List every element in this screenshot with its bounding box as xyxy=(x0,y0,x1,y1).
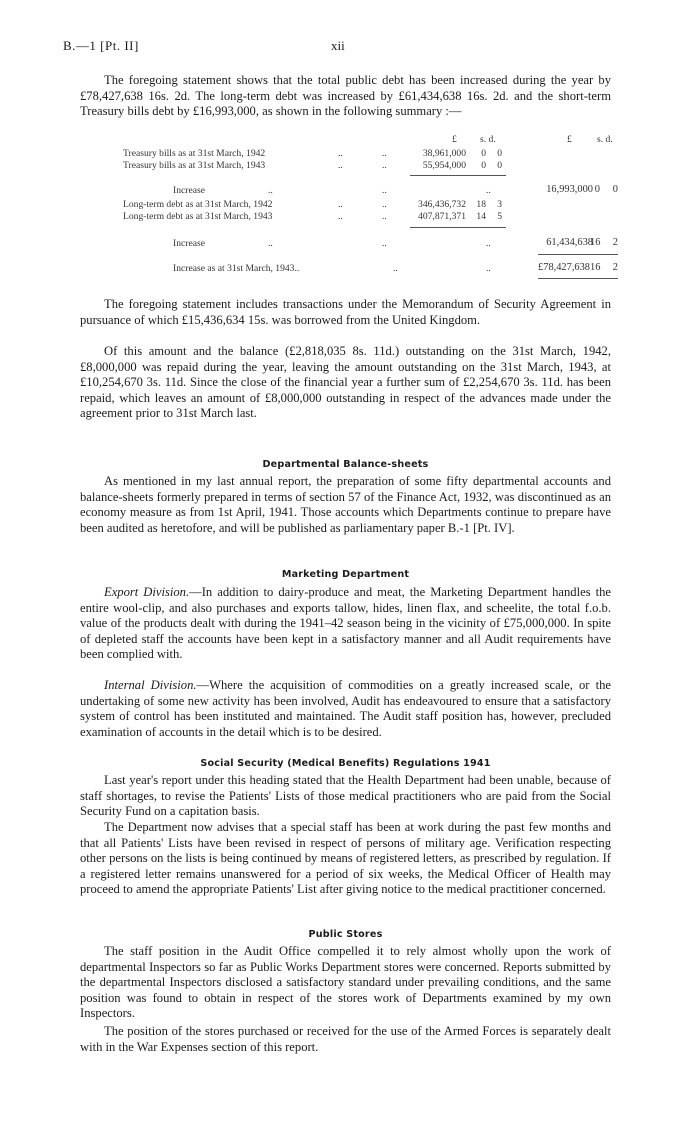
leader-dots: .. xyxy=(338,160,343,171)
leader-dots: .. xyxy=(486,263,491,274)
social-security-paragraph-1: Last year's report under this heading stated that the Health Department had been unable, because of staff shortages, to revise the Patients' Lists of those medical practitioners who are paid from the Social Security Fund on a capitation basis. xyxy=(80,773,611,819)
leader-dots: .. xyxy=(486,238,491,249)
summary-row-total-shillings: 16 xyxy=(590,237,601,248)
leader-dots: .. xyxy=(486,185,491,196)
summary-row-amount: 407,871,371 xyxy=(418,211,466,222)
internal-division-label: Internal Division. xyxy=(104,678,197,692)
col-head-pounds-1: £ xyxy=(452,134,457,145)
export-division-label: Export Division. xyxy=(104,585,190,599)
summary-grand-total: £78,427,638 xyxy=(538,262,590,273)
public-stores-paragraph-1: The staff position in the Audit Office compelled it to rely almost wholly upon the work of departmental Inspectors so far as Public Works Department stores were concerned. Reports submitted by the departmental Inspectors disclosed a satisfactory standard under prevailing conditions, and the same position was found to obtain in respect of the stores work of Departments examined by my own Inspectors. xyxy=(80,944,611,1021)
repayment-paragraph: Of this amount and the balance (£2,818,035 8s. 11d.) outstanding on the 31st March, 1942, £8,000,000 was repaid during the year, leaving the amount outstanding on the 31st March, 1943, at £10,254,670 3s. 11d. Since the close of the financial year a further sum of £2,254,670 3s. 11d. has been repaid, which leaves an amount of £8,000,000 outstanding in respect of the advances made under the agreement prior to 31st March last. xyxy=(80,344,611,421)
summary-row-amount: 38,961,000 xyxy=(422,148,466,159)
summary-row-total-shillings: 16 xyxy=(590,262,601,273)
summary-row-pence: 5 xyxy=(497,211,502,222)
summary-row-total-shillings: 0 xyxy=(594,184,600,195)
subtotal-rule xyxy=(410,227,506,228)
leader-dots: .. xyxy=(382,160,387,171)
summary-row-label: Increase as at 31st March, 1943.. xyxy=(173,263,300,274)
leader-dots: .. xyxy=(268,238,273,249)
summary-row-total: 61,434,638 xyxy=(546,237,593,248)
public-stores-paragraph-2: The position of the stores purchased or received for the use of the Armed Forces is separately dealt with in the War Expenses section of this report. xyxy=(80,1024,611,1054)
leader-dots: .. xyxy=(382,185,387,196)
summary-row-shillings: 18 xyxy=(476,199,486,210)
summary-row-label: Long-term debt as at 31st March, 1942 xyxy=(123,199,273,210)
leader-dots: .. xyxy=(382,148,387,159)
summary-row-amount: 55,954,000 xyxy=(422,160,466,171)
summary-row-total-pence: 0 xyxy=(612,184,618,195)
heading-balance-sheets: Departmental Balance-sheets xyxy=(262,459,429,470)
leader-dots: .. xyxy=(338,199,343,210)
leader-dots: .. xyxy=(382,211,387,222)
summary-row-amount: 346,436,732 xyxy=(418,199,466,210)
leader-dots: .. xyxy=(393,263,398,274)
summary-row-label: Long-term debt as at 31st March, 1943 xyxy=(123,211,273,222)
summary-row-shillings: 0 xyxy=(481,160,486,171)
intro-paragraph: The foregoing statement shows that the total public debt has been increased during the year by £78,427,638 16s. 2d. The long-term debt was increased by £61,434,638 16s. 2d. and the short-term Treasury bills debt by £16,993,000, as shown in the following summary :— xyxy=(80,73,611,119)
total-rule xyxy=(538,254,618,255)
leader-dots: .. xyxy=(382,199,387,210)
grand-total-rule xyxy=(538,278,618,279)
security-agreement-paragraph: The foregoing statement includes transactions under the Memorandum of Security Agreement in pursuance of which £15,436,634 15s. was borrowed from the United Kingdom. xyxy=(80,297,611,327)
document-reference: B.—1 [Pt. II] xyxy=(63,38,139,53)
summary-row-pence: 3 xyxy=(497,199,502,210)
heading-public-stores: Public Stores xyxy=(308,929,383,940)
col-head-sd-1: s. d. xyxy=(480,134,496,145)
subtotal-rule xyxy=(410,175,506,176)
export-division-paragraph xyxy=(80,585,611,663)
summary-row-label: Treasury bills as at 31st March, 1942 xyxy=(123,148,266,159)
balance-sheets-paragraph: As mentioned in my last annual report, the preparation of some fifty departmental accounts and balance-sheets formerly prepared in terms of section 57 of the Finance Act, 1932, was discontinued as an economy measure as from 1st April, 1941. Those accounts which Departments continue to prepare have been audited as heretofore, and will be published as parliamentary paper B.-1 [Pt. IV]. xyxy=(80,474,611,535)
leader-dots: .. xyxy=(338,211,343,222)
heading-social-security: Social Security (Medical Benefits) Regulations 1941 xyxy=(200,758,491,769)
summary-row-label: Increase xyxy=(173,185,205,196)
internal-division-paragraph xyxy=(80,678,611,740)
summary-row-shillings: 14 xyxy=(476,211,486,222)
summary-row-label: Increase xyxy=(173,238,205,249)
social-security-paragraph-2: The Department now advises that a special staff has been at work during the past few months and that all Patients' Lists have been revised in respect of persons of military age. Verification respecting other persons on the lists is being continued by means of registered letters, as prescribed by regulation. If a registered letter remains unanswered for a period of six weeks, the Medical Officer of Health may proceed to amend the appropriate Patients' List after giving notice to the medical practitioner concerned. xyxy=(80,820,611,897)
summary-row-pence: 0 xyxy=(497,160,502,171)
summary-row-total-pence: 2 xyxy=(612,262,618,273)
export-division-text: —In addition to dairy-produce and meat, the Marketing Department handles the entire wool-clip, and also purchases and exports tallow, hides, linen flax, and scheelite, the total f.o.b. value of the products dealt with during the 1941–42 season being in the vicinity of £75,000,000. In spite of depleted staff the accounts have been kept in a satisfactory manner and all Audit requirements have been complied with. xyxy=(80,585,611,662)
summary-row-shillings: 0 xyxy=(481,148,486,159)
summary-row-total-pence: 2 xyxy=(612,237,618,248)
leader-dots: .. xyxy=(268,185,273,196)
heading-marketing: Marketing Department xyxy=(281,569,410,580)
summary-row-label: Treasury bills as at 31st March, 1943 xyxy=(123,160,266,171)
summary-row-total: 16,993,000 xyxy=(546,184,593,195)
leader-dots: .. xyxy=(382,238,387,249)
internal-division-text: —Where the acquisition of commodities on a greatly increased scale, or the undertaking of some new activity has been involved, Audit has endeavoured to ensure that a satisfactory system of control has been instituted and maintained. The Audit staff position has, however, precluded examination of accounts in the detail which is to be desired. xyxy=(80,678,611,739)
summary-row-pence: 0 xyxy=(497,148,502,159)
leader-dots: .. xyxy=(338,148,343,159)
page-number: xii xyxy=(331,38,345,53)
col-head-sd-2: s. d. xyxy=(597,134,613,145)
col-head-pounds-2: £ xyxy=(567,134,572,145)
